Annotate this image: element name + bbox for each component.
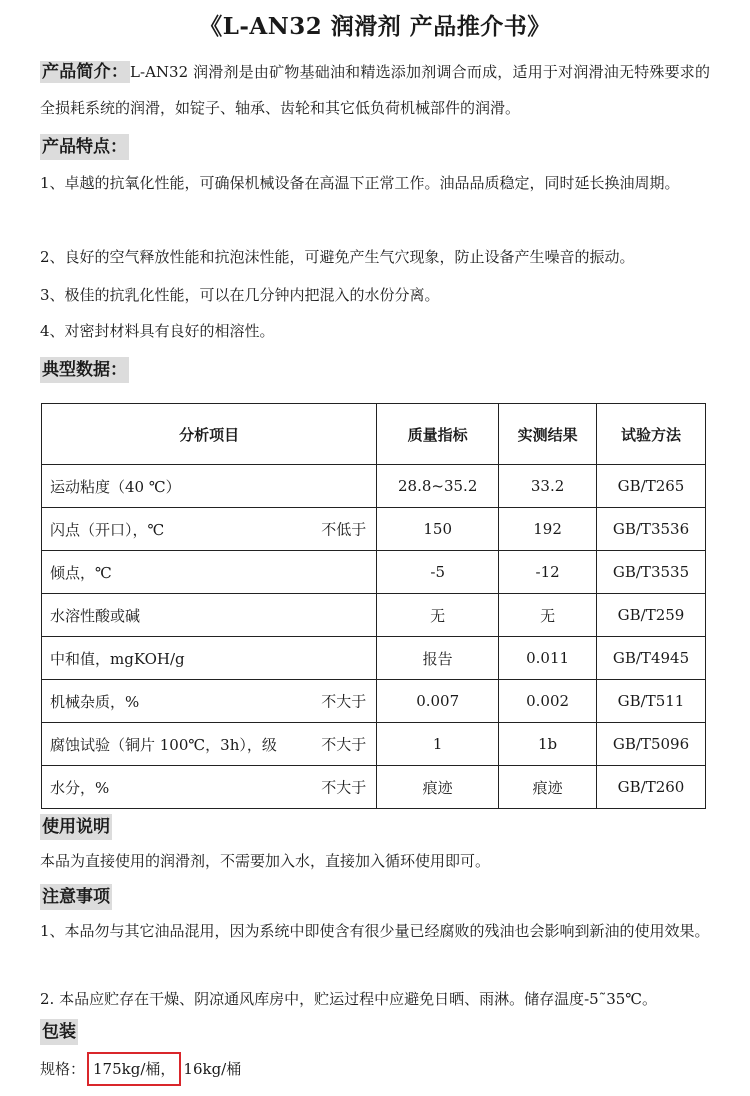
feature-item-4: 4、对密封材料具有良好的相溶性。 [40,322,275,340]
row-method: GB/T4945 [597,637,706,680]
row-result: -12 [499,551,597,594]
row-spec: 28.8~35.2 [377,465,499,508]
header-spec: 质量指标 [377,404,499,465]
row-method: GB/T259 [597,594,706,637]
features-heading: 产品特点： [40,134,129,160]
row-result: 无 [499,594,597,637]
intro-text: L-AN32 润滑剂是由矿物基础油和精选添加剂调合而成，适用于对润滑油无特殊要求的全损耗系统的润滑，如锭子、轴承、齿轮和其它低负荷机械部件的润滑。 [40,63,710,117]
row-spec: -5 [377,551,499,594]
row-spec: 报告 [377,637,499,680]
intro-label: 产品简介： [42,62,129,82]
row-result: 192 [499,508,597,551]
row-item: 中和值，mgKOH/g [42,637,377,680]
row-spec: 无 [377,594,499,637]
header-result: 实测结果 [499,404,597,465]
note-item-2: 2. 本品应贮存在干燥、阴凉通风库房中，贮运过程中应避免日晒、雨淋。储存温度-5˜35℃。 [40,990,658,1008]
row-item: 运动粘度（40 ℃） [42,465,377,508]
row-spec: 痕迹 [377,766,499,809]
usage-heading: 使用说明 [40,814,112,840]
note-item-1: 1、本品勿与其它油品混用，因为系统中即使含有很少量已经腐败的残油也会影响到新油的使用效果。 [40,922,710,940]
table-row [42,637,706,680]
row-result: 0.011 [499,637,597,680]
row-spec: 150 [377,508,499,551]
notes-heading: 注意事项 [40,884,112,910]
typical-data-table [41,403,706,809]
row-item: 水溶性酸或碱 [42,594,377,637]
document-title: 《L-AN32 润滑剂 产品推介书》 [199,13,551,40]
usage-text: 本品为直接使用的润滑剂，不需要加入水，直接加入循环使用即可。 [40,852,491,870]
row-method: GB/T511 [597,680,706,723]
table-row [42,723,706,766]
typical-heading: 典型数据： [40,357,129,383]
intro-paragraph [40,54,710,126]
table-row [42,680,706,723]
row-method: GB/T265 [597,465,706,508]
row-result: 痕迹 [499,766,597,809]
table-row [42,465,706,508]
row-method: GB/T3536 [597,508,706,551]
package-option: 16kg/桶 [183,1060,242,1078]
packaging-heading: 包装 [40,1019,78,1045]
row-item: 腐蚀试验（铜片 100℃，3h），级 不大于 [42,723,377,766]
header-method: 试验方法 [597,404,706,465]
row-spec: 0.007 [377,680,499,723]
row-item: 闪点（开口），℃ 不低于 [42,508,377,551]
table-row [42,551,706,594]
table-row [42,508,706,551]
header-item: 分析项目 [42,404,377,465]
row-method: GB/T3535 [597,551,706,594]
table-row [42,766,706,809]
row-method: GB/T260 [597,766,706,809]
row-method: GB/T5096 [597,723,706,766]
row-item: 机械杂质，% 不大于 [42,680,377,723]
row-spec: 1 [377,723,499,766]
row-result: 33.2 [499,465,597,508]
table-row [42,594,706,637]
packaging-spec-line [40,1052,241,1086]
row-item: 水分，% 不大于 [42,766,377,809]
feature-item-2: 2、良好的空气释放性能和抗泡沫性能，可避免产生气穴现象，防止设备产生噪音的振动。 [40,248,635,266]
table-header-row [42,404,706,465]
feature-item-1: 1、卓越的抗氧化性能，可确保机械设备在高温下正常工作。油品品质稳定，同时延长换油周期。 [40,174,680,192]
feature-item-3: 3、极佳的抗乳化性能，可以在几分钟内把混入的水份分离。 [40,286,440,304]
row-item: 倾点，℃ [42,551,377,594]
row-result: 0.002 [499,680,597,723]
packaging-label: 规格： [40,1060,86,1078]
row-result: 1b [499,723,597,766]
highlighted-package-option: 175kg/桶， [87,1052,181,1086]
